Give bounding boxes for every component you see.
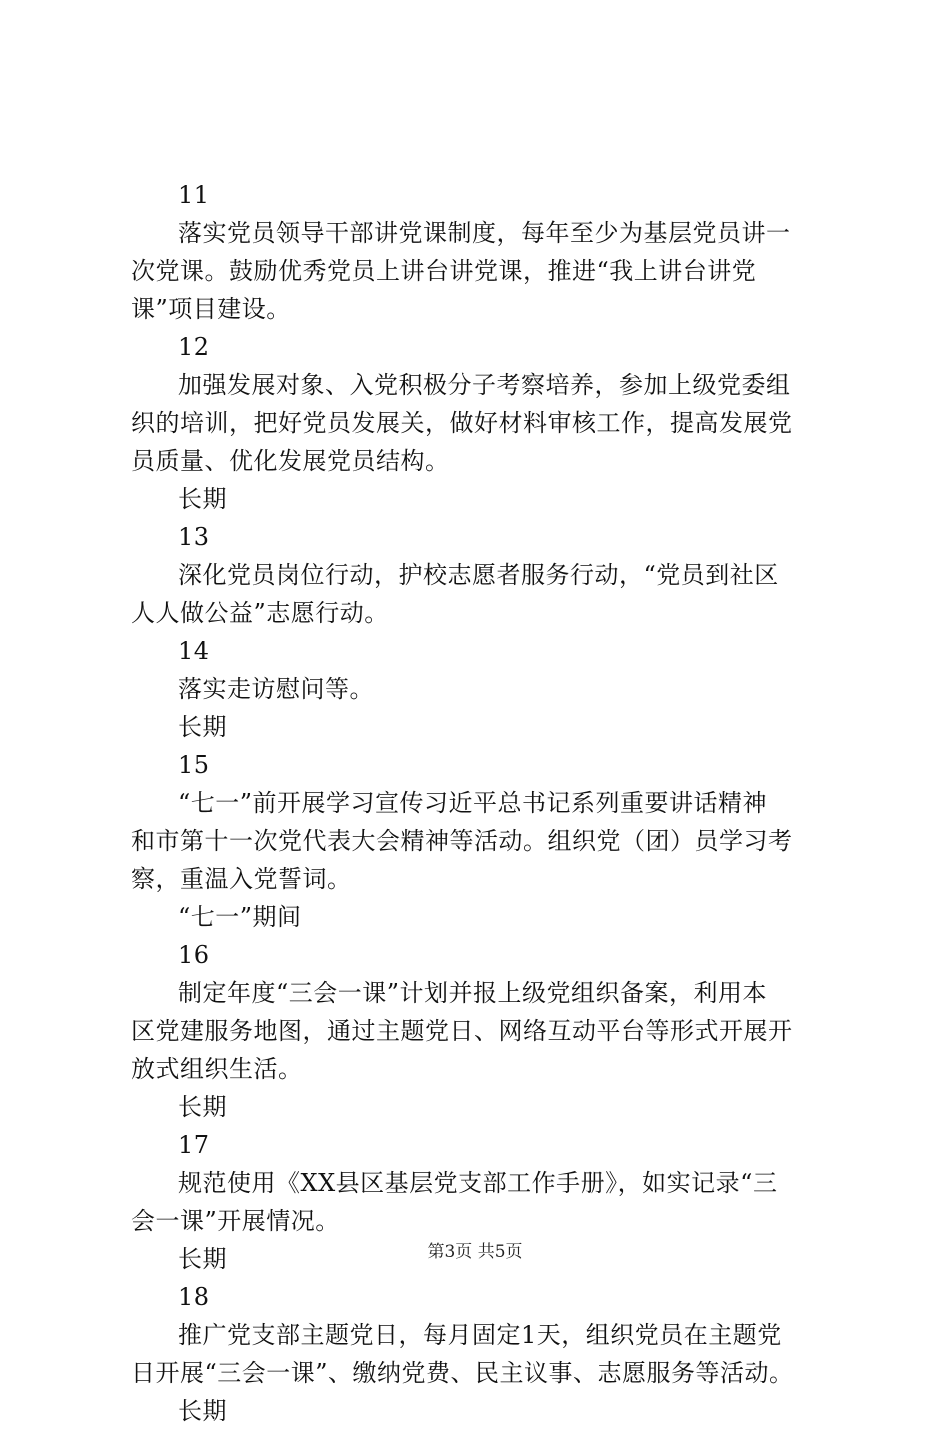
item-period: 长期 — [178, 713, 227, 741]
item-number: 16 — [178, 941, 210, 969]
item-text-line: 课”项目建设。 — [131, 295, 291, 323]
item-number: 18 — [178, 1283, 210, 1311]
item-text-line: 织的培训，把好党员发展关，做好材料审核工作，提高发展党 — [131, 409, 793, 437]
item-number: 15 — [178, 751, 210, 779]
item-number: 17 — [178, 1131, 210, 1159]
item-period: 长期 — [178, 1397, 227, 1425]
item-number: 14 — [178, 637, 210, 665]
item-number: 12 — [178, 333, 210, 361]
item-period: 长期 — [178, 485, 227, 513]
page-footer: 第3页 共5页 — [427, 1242, 523, 1262]
item-text-line: “七一”前开展学习宣传习近平总书记系列重要讲话精神 — [178, 789, 768, 817]
item-text-line: 日开展“三会一课”、缴纳党费、民主议事、志愿服务等活动。 — [131, 1359, 794, 1387]
item-number: 11 — [178, 181, 210, 209]
item-text-line: 制定年度“三会一课”计划并报上级党组织备案，利用本 — [178, 979, 768, 1007]
item-text-line: 落实走访慰问等。 — [178, 675, 374, 703]
item-text-line: 放式组织生活。 — [131, 1055, 303, 1083]
item-text-line: 人人做公益”志愿行动。 — [131, 599, 389, 627]
item-text-line: 次党课。鼓励优秀党员上讲台讲党课，推进“我上讲台讲党 — [131, 257, 757, 285]
item-text-line: 深化党员岗位行动，护校志愿者服务行动，“党员到社区 — [178, 561, 779, 589]
item-period: “七一”期间 — [178, 903, 302, 931]
item-text-line: 推广党支部主题党日，每月固定1天，组织党员在主题党 — [178, 1321, 782, 1349]
item-period: 长期 — [178, 1245, 227, 1273]
item-text-line: 察，重温入党誓词。 — [131, 865, 352, 893]
item-text-line: 规范使用《XX县区基层党支部工作手册》，如实记录“三 — [178, 1169, 778, 1197]
item-text-line: 区党建服务地图，通过主题党日、网络互动平台等形式开展开 — [131, 1017, 793, 1045]
item-text-line: 和市第十一次党代表大会精神等活动。组织党（团）员学习考 — [131, 827, 793, 855]
item-number: 13 — [178, 523, 210, 551]
item-text-line: 落实党员领导干部讲党课制度，每年至少为基层党员讲一 — [178, 219, 791, 247]
item-text-line: 加强发展对象、入党积极分子考察培养，参加上级党委组 — [178, 371, 791, 399]
item-period: 长期 — [178, 1093, 227, 1121]
item-text-line: 员质量、优化发展党员结构。 — [131, 447, 450, 475]
item-text-line: 会一课”开展情况。 — [131, 1207, 340, 1235]
